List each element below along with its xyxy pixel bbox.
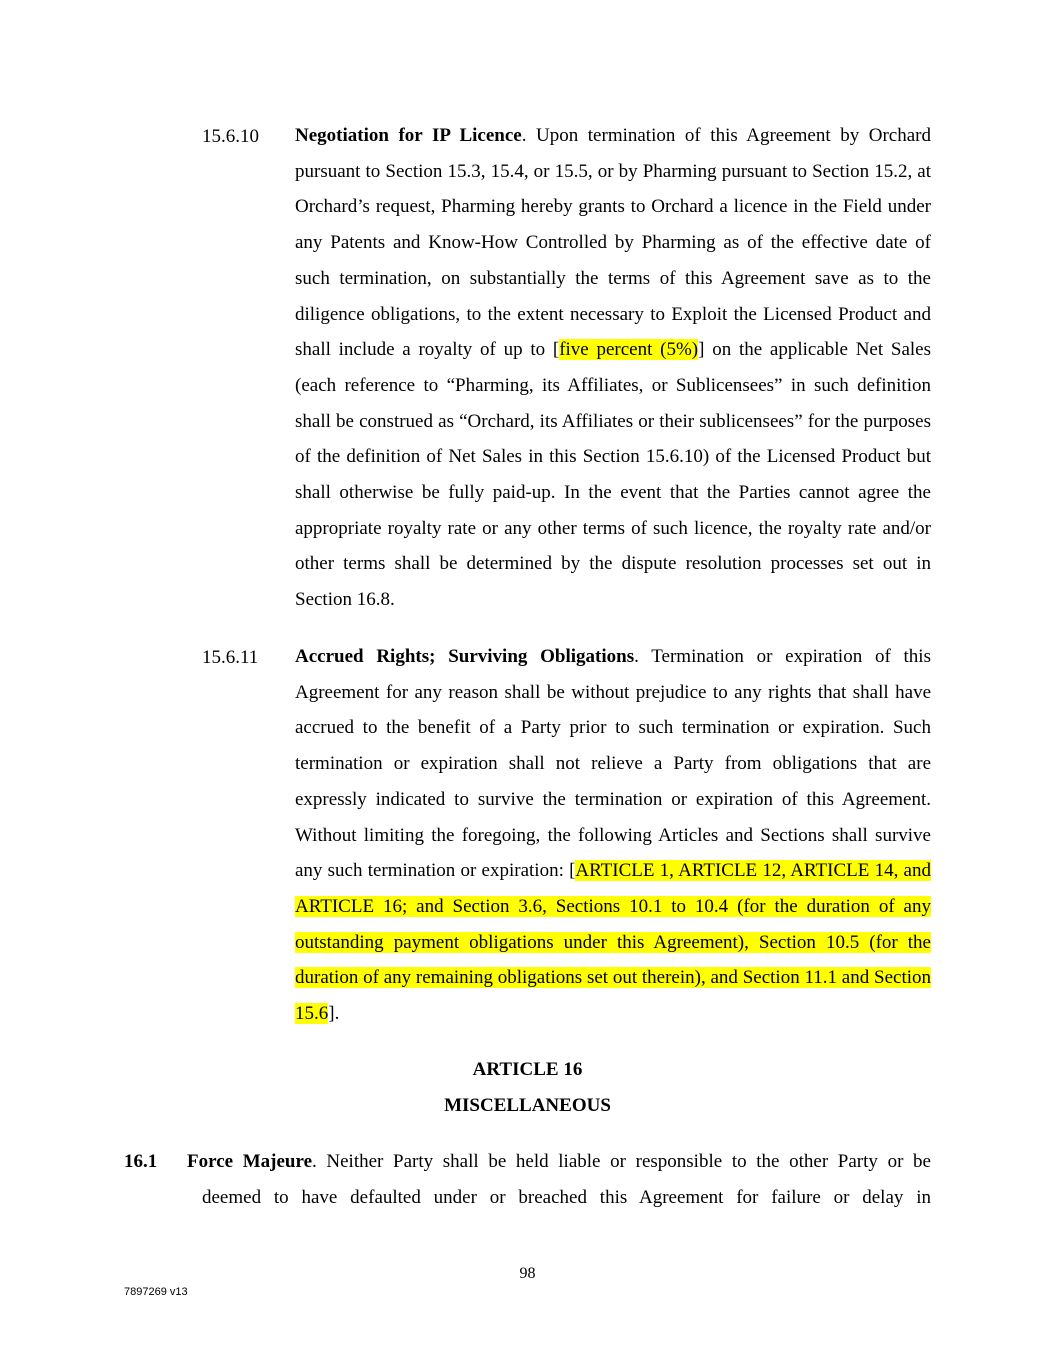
clause-text: . Neither Party shall be held liable or responsible to the other Party or be [312, 1151, 931, 1172]
clause-second-line: deemed to have defaulted under or breached this Agreement for failure or delay in [202, 1187, 931, 1208]
clause-first-line [187, 1152, 931, 1172]
section-paragraph [295, 639, 931, 1032]
article-number: ARTICLE 16 [472, 1059, 583, 1080]
section-text: . Termination or expiration of this Agreement for any reason shall be without prejudice to any rights that shall have accrued to the benefit of a Party prior to such termination or expiration. Such termination or expiration shall not relieve a Party from obligations that are expressly indicated to survive the termination or expiration of this Agreement. Without limiting the foregoing, the following Articles and Sections shall survive any such termination or expiration: [ [295, 646, 931, 882]
section-text: ] on the applicable Net Sales (each reference to “Pharming, its Affiliates, or Sublicensees” in such definition shall be construed as “Orchard, its Affiliates or their sublicensees” for the purposes of the definition of Net Sales in this Section 15.6.10) of the Licensed Product but shall otherwise be fully paid-up. In the event that the Parties cannot agree the appropriate royalty rate or any other terms of such licence, the royalty rate and/or other terms shall be determined by the dispute resolution processes set out in Section 16.8. [295, 339, 931, 611]
highlighted-text: five percent (5%) [559, 339, 699, 361]
section-heading: Accrued Rights; Surviving Obligations [295, 646, 635, 667]
section-text: ]. [328, 1003, 340, 1025]
clause-heading: Force Majeure [187, 1151, 312, 1172]
section-number: 15.6.10 [202, 126, 259, 147]
highlighted-text: ARTICLE 1, ARTICLE 12, ARTICLE 14, and ARTICLE 16; and Section 3.6, Sections 10.1 to 10.4 (for the duration of any outstanding payment obligations under this Agreement), Section 10.5 (for the duration of any remaining obligations set out therein), and Section 11.1 and Section 15.6 [295, 860, 931, 1025]
section-paragraph [295, 118, 931, 618]
section-heading: Negotiation for IP Licence [295, 125, 522, 146]
article-title: MISCELLANEOUS [444, 1095, 611, 1116]
section-text: . Upon termination of this Agreement by Orchard pursuant to Section 15.3, 15.4, or 15.5, or by Pharming pursuant to Section 15.2, at Orchard’s request, Pharming hereby grants to Orchard a licence in the Field under any Patents and Know-How Controlled by Pharming as of the effective date of such termination, on substantially the terms of this Agreement save as to the diligence obligations, to the extent necessary to Exploit the Licensed Product and shall include a royalty of up to [ [295, 125, 931, 361]
document-id: 7897269 v13 [124, 1286, 188, 1298]
section-number: 15.6.11 [202, 647, 259, 668]
page-number: 98 [519, 1265, 536, 1282]
clause-number: 16.1 [124, 1151, 158, 1172]
